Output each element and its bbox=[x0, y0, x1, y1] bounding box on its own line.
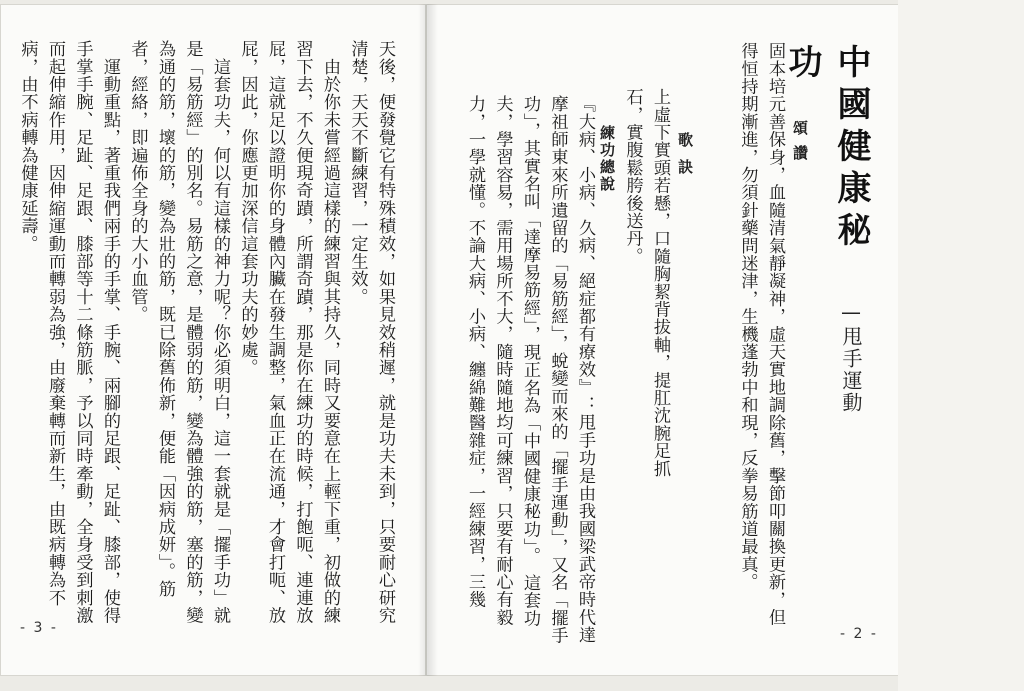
page-title: 中國健康秘功 bbox=[782, 44, 871, 254]
page-edge-background bbox=[898, 0, 1024, 691]
left-page-body bbox=[8, 40, 398, 630]
book-gutter bbox=[418, 4, 438, 676]
praise-text bbox=[700, 42, 788, 632]
summary-text bbox=[440, 95, 598, 655]
right-page-number: - 2 - bbox=[840, 626, 878, 642]
summary-paragraph: 『大病、小病、久病、絕症都有療效』：甩手功是由我國梁武帝時代達摩祖師東來所遺留的「易筋經」，蛻變而來的「擺手運動」，又名「擺手功」，其實名叫「達摩易筋經」，現正名為「中國健康秘功」。 這套功夫，學習容易，需用場所不大，隨時隨地均可練習，只要有耐心有毅力，一學就懂。不論大病、小病、纏綿難醫雜症，一經練習，三幾 bbox=[465, 95, 595, 645]
praise-paragraph: 固本培元善保身，血隨清氣靜凝神，虛天實地調除舊，擊節叩關換更新，但得恒持期漸進，勿須針藥問迷津，生機蓬勃中和現，反拳易筋道最真。 bbox=[737, 42, 785, 627]
page-subtitle: —甩手運動 bbox=[839, 300, 863, 414]
formula-paragraph: 上虛下實頭若懸，口隨胸絜背拔軸，提肛沈腕足抓石，實腹鬆胯後送丹。 bbox=[622, 88, 670, 478]
left-paragraph-2: 由於你未嘗經過這樣的練習與其持久，同時又要意在上輕下重，初做的練習下去，不久便現奇蹟，所謂奇蹟，那是你在練功的時候，打飽呃、連連放屁，這就足以證明你的身體內臟在發生調整，氣血正在流通，才會打呃、放屁，因此，你應更加深信這套功夫的妙處。 bbox=[237, 40, 340, 625]
summary-heading: 練功總說 bbox=[598, 125, 616, 193]
formula-text bbox=[615, 88, 673, 488]
praise-heading: 頌讚 bbox=[791, 120, 809, 170]
left-page-number: - 3 - bbox=[20, 620, 58, 636]
left-paragraph-3: 這套功夫，何以有這樣的神力呢？你必須明白，這一套就是「擺手功」就是「易筋經」的別名。易筋之意，是體弱的筋，變為體強的筋，塞的筋，變為通的筋，壞的筋，變為壯的筋，既已除舊佈新，便能「因病成妍」。筋者，經絡，即遍佈全身的大小血管。 bbox=[127, 40, 230, 625]
left-paragraph-4: 運動重點，著重我們兩手的手掌、手腕、兩腳的足跟、足趾、膝部，使得手掌手腕、足趾、足跟、膝部等十二條筋脈，予以同時牽動，全身受到刺激而起伸縮作用，因伸縮運動而轉弱為強，由廢棄轉而新生，由既病轉為不病，由不病轉為健康延壽。 bbox=[17, 40, 120, 625]
left-paragraph-1: 天後，便發覺它有特殊積效，如果見效稍遲，就是功夫未到，只要耐心研究清楚，天天不斷練習，一定生效。 bbox=[347, 40, 395, 625]
formula-heading: 歌訣 bbox=[676, 132, 694, 186]
